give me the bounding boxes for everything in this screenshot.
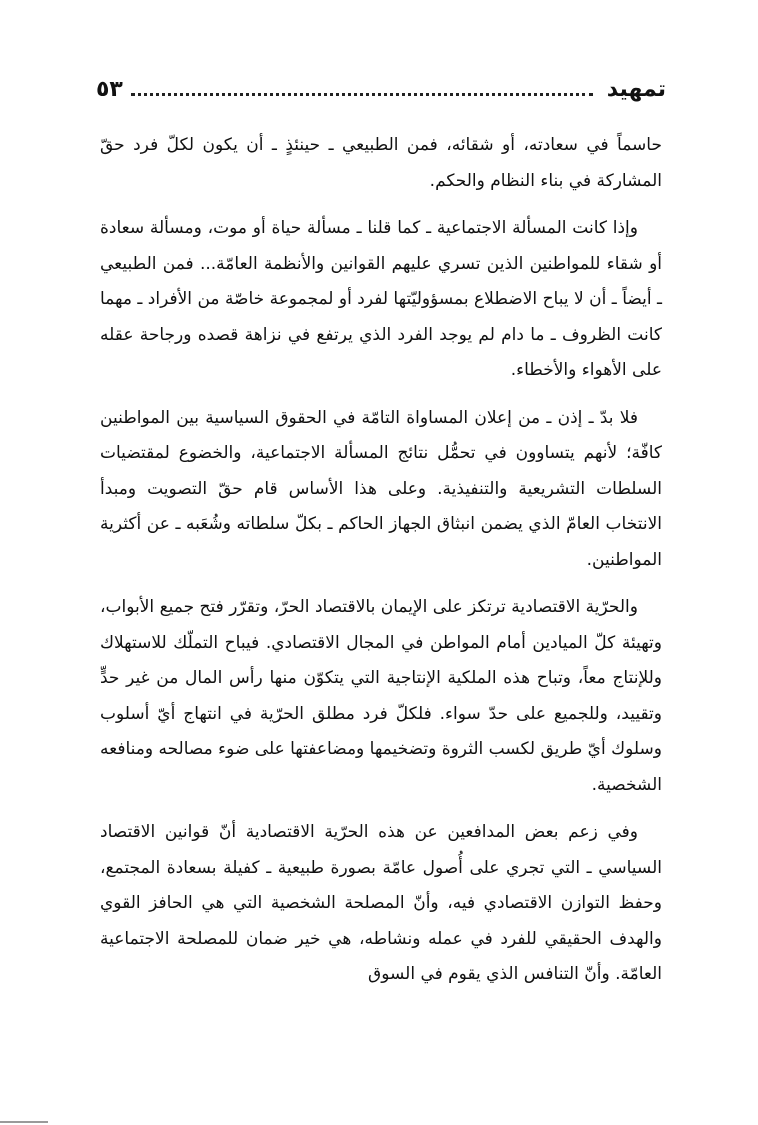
- page-number: ٥٣: [96, 76, 123, 102]
- paragraph-continued: حاسماً في سعادته، أو شقائه، فمن الطبيعي ـ حينئذٍ ـ أن يكون لكلّ فرد حقّ المشاركة في بناء النظام والحكم.: [100, 135, 662, 191]
- paragraph-economic-laws: وفي زعم بعض المدافعين عن هذه الحرّية الاقتصادية أنّ قوانين الاقتصاد السياسي ـ التي تجري على أُصول عامّة بصورة طبيعية ـ كفيلة بسعادة المجتمع، وحفظ التوازن الاقتصادي فيه، وأنّ المصلحة الشخصية التي هي الحافز القوي والهدف الحقيقي للفرد في عمله ونشاطه، هي خير ضمان للمصلحة الاجتماعية العامّة. وأنّ التنافس الذي يقوم في السوق: [100, 822, 662, 984]
- paragraph-social-question: وإذا كانت المسألة الاجتماعية ـ كما قلنا ـ مسألة حياة أو موت، ومسألة سعادة أو شقاء للمواطنين الذين تسري عليهم القوانين والأنظمة العامّة... فمن الطبيعي ـ أيضاً ـ أن لا يباح الاضطلاع بمسؤوليّتها لفرد أو لمجموعة خاصّة من الأفراد ـ مهما كانت الظروف ـ ما دام لم يوجد الفرد الذي يرتفع في نزاهة قصده ورجاحة عقله على الأهواء والأخطاء.: [100, 218, 662, 380]
- running-header: [96, 72, 666, 106]
- dotted-leader: [131, 93, 593, 96]
- scan-edge-rule: [0, 1121, 48, 1123]
- paragraph-economic-freedom: والحرّية الاقتصادية ترتكز على الإيمان بالاقتصاد الحرّ، وتقرّر فتح جميع الأبواب، وتهيئة كلّ الميادين أمام المواطن في المجال الاقتصادي. فيباح التملّك للاستهلاك وللإنتاج معاً، وتباح هذه الملكية الإنتاجية التي يتكوّن منها رأس المال من غير حدٍّ وتقييد، وللجميع على حدّ سواء. فلكلّ فرد مطلق الحرّية في انتهاج أيّ أسلوب وسلوك أيّ طريق لكسب الثروة وتضخيمها ومضاعفتها على ضوء مصالحه ومنافعه الشخصية.: [100, 597, 662, 795]
- paragraph-political-equality: فلا بدّ ـ إذن ـ من إعلان المساواة التامّة في الحقوق السياسية بين المواطنين كافّة؛ لأنهم يتساوون في تحمُّل نتائج المسألة الاجتماعية، والخضوع لمقتضيات السلطات التشريعية والتنفيذية. وعلى هذا الأساس قام حقّ التصويت ومبدأ الانتخاب العامّ الذي يضمن انبثاق الجهاز الحاكم ـ بكلّ سلطاته وشُعَبه ـ عن أكثرية المواطنين.: [100, 407, 662, 570]
- running-title: تمهيد: [606, 76, 666, 102]
- body-text: [100, 128, 662, 1005]
